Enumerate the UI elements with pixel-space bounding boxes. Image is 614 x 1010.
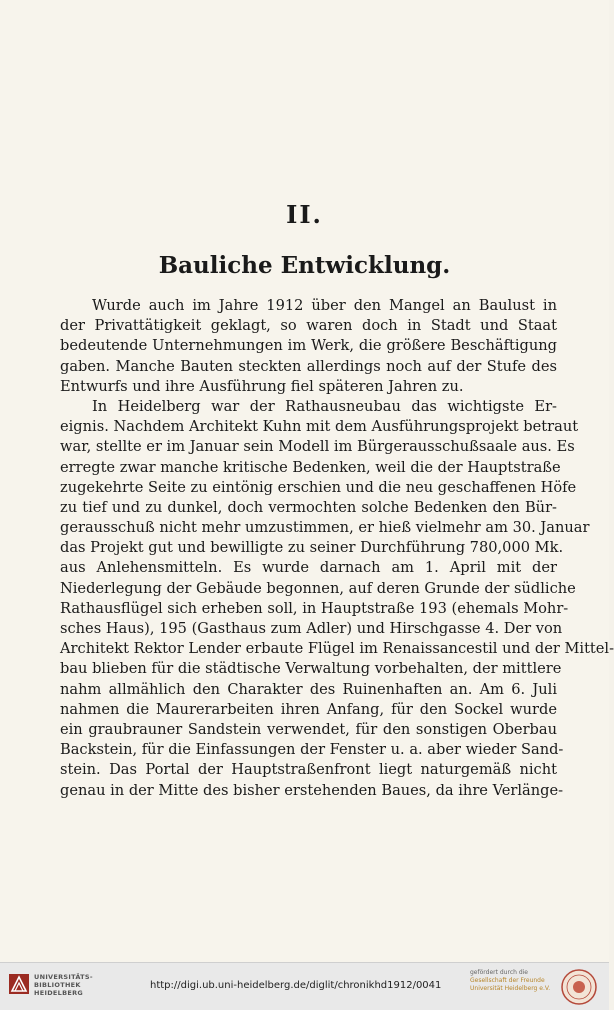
paragraph-1 bbox=[60, 296, 557, 397]
text-line: aus Anlehensmitteln. Es wurde darnach am 1. April mit der bbox=[60, 559, 557, 577]
permalink-url[interactable]: http://digi.ub.uni-heidelberg.de/diglit/chronikhd1912/0041 bbox=[150, 980, 442, 991]
text-line: Backstein, für die Einfassungen der Fenster u. a. aber wieder Sand- bbox=[60, 741, 564, 759]
text-line: gaben. Manche Bauten steckten allerdings noch auf der Stufe des bbox=[60, 357, 557, 375]
body-text bbox=[60, 296, 614, 801]
text-line: war, stellte er im Januar sein Modell im Bürgerausschußsaale aus. Es bbox=[60, 438, 575, 456]
text-line: Entwurfs und ihre Ausführung fiel späteren Jahren zu. bbox=[60, 377, 464, 395]
text-line: Architekt Rektor Lender erbaute Flügel im Renaissancestil und der Mittel- bbox=[60, 640, 614, 658]
library-name[interactable]: UNIVERSITÄTS- BIBLIOTHEK HEIDELBERG bbox=[34, 973, 93, 997]
text-line: Wurde auch im Jahre 1912 über den Mangel an Baulust in bbox=[92, 297, 557, 314]
text-line: nahm allmählich den Charakter des Ruinenhaften an. Am 6. Juli bbox=[60, 680, 557, 698]
text-line: das Projekt gut und bewilligte zu seiner Durchführung 780,000 Mk. bbox=[60, 539, 564, 557]
text-line: Niederlegung der Gebäude begonnen, auf deren Grunde der südliche bbox=[60, 579, 576, 597]
text-line: Rathausflügel sich erheben soll, in Hauptstraße 193 (ehemals Mohr- bbox=[60, 599, 569, 617]
text-line: zu tief und zu dunkel, doch vermochten solche Bedenken den Bür- bbox=[60, 498, 557, 516]
text-line: eignis. Nachdem Architekt Kuhn mit dem Ausführungsprojekt betraut bbox=[60, 418, 579, 436]
paragraph-2 bbox=[60, 397, 614, 801]
text-line: In Heidelberg war der Rathausneubau das wichtigste Er- bbox=[92, 397, 557, 415]
text-line: sches Haus), 195 (Gasthaus zum Adler) und Hirschgasse 4. Der von bbox=[60, 620, 563, 637]
chapter-title: Bauliche Entwicklung. bbox=[158, 252, 451, 279]
text-line: ein graubrauner Sandstein verwendet, für den sonstigen Oberbau bbox=[60, 720, 557, 738]
university-library-logo-icon[interactable] bbox=[8, 973, 30, 995]
chapter-number: II. bbox=[286, 200, 323, 229]
text-line: der Privattätigkeit geklagt, so waren doch in Stadt und Staat bbox=[60, 317, 557, 335]
text-line: erregte zwar manche kritische Bedenken, weil die der Hauptstraße bbox=[60, 458, 561, 476]
text-line: bau blieben für die städtische Verwaltung vorbehalten, der mittlere bbox=[60, 660, 562, 678]
text-line: genau in der Mitte des bisher erstehenden Baues, da ihre Verlänge- bbox=[60, 781, 564, 799]
text-line: stein. Das Portal der Hauptstraßenfront liegt naturgemäß nicht bbox=[60, 761, 557, 779]
text-line: bedeutende Unternehmungen im Werk, die größere Beschäftigung bbox=[60, 337, 557, 355]
text-line: zugekehrte Seite zu eintönig erschien und die neu geschaffenen Höfe bbox=[60, 478, 577, 496]
university-seal-icon bbox=[560, 968, 598, 1006]
text-line: nahmen die Maurerarbeiten ihren Anfang, für den Sockel wurde bbox=[60, 700, 557, 718]
viewer-footer bbox=[0, 962, 609, 1010]
text-line: gerausschuß nicht mehr umzustimmen, er hieß vielmehr am 30. Januar bbox=[60, 519, 590, 537]
sponsor-text[interactable]: gefördert durch die Gesellschaft der Freunde Universität Heidelberg e.V. bbox=[470, 969, 551, 992]
